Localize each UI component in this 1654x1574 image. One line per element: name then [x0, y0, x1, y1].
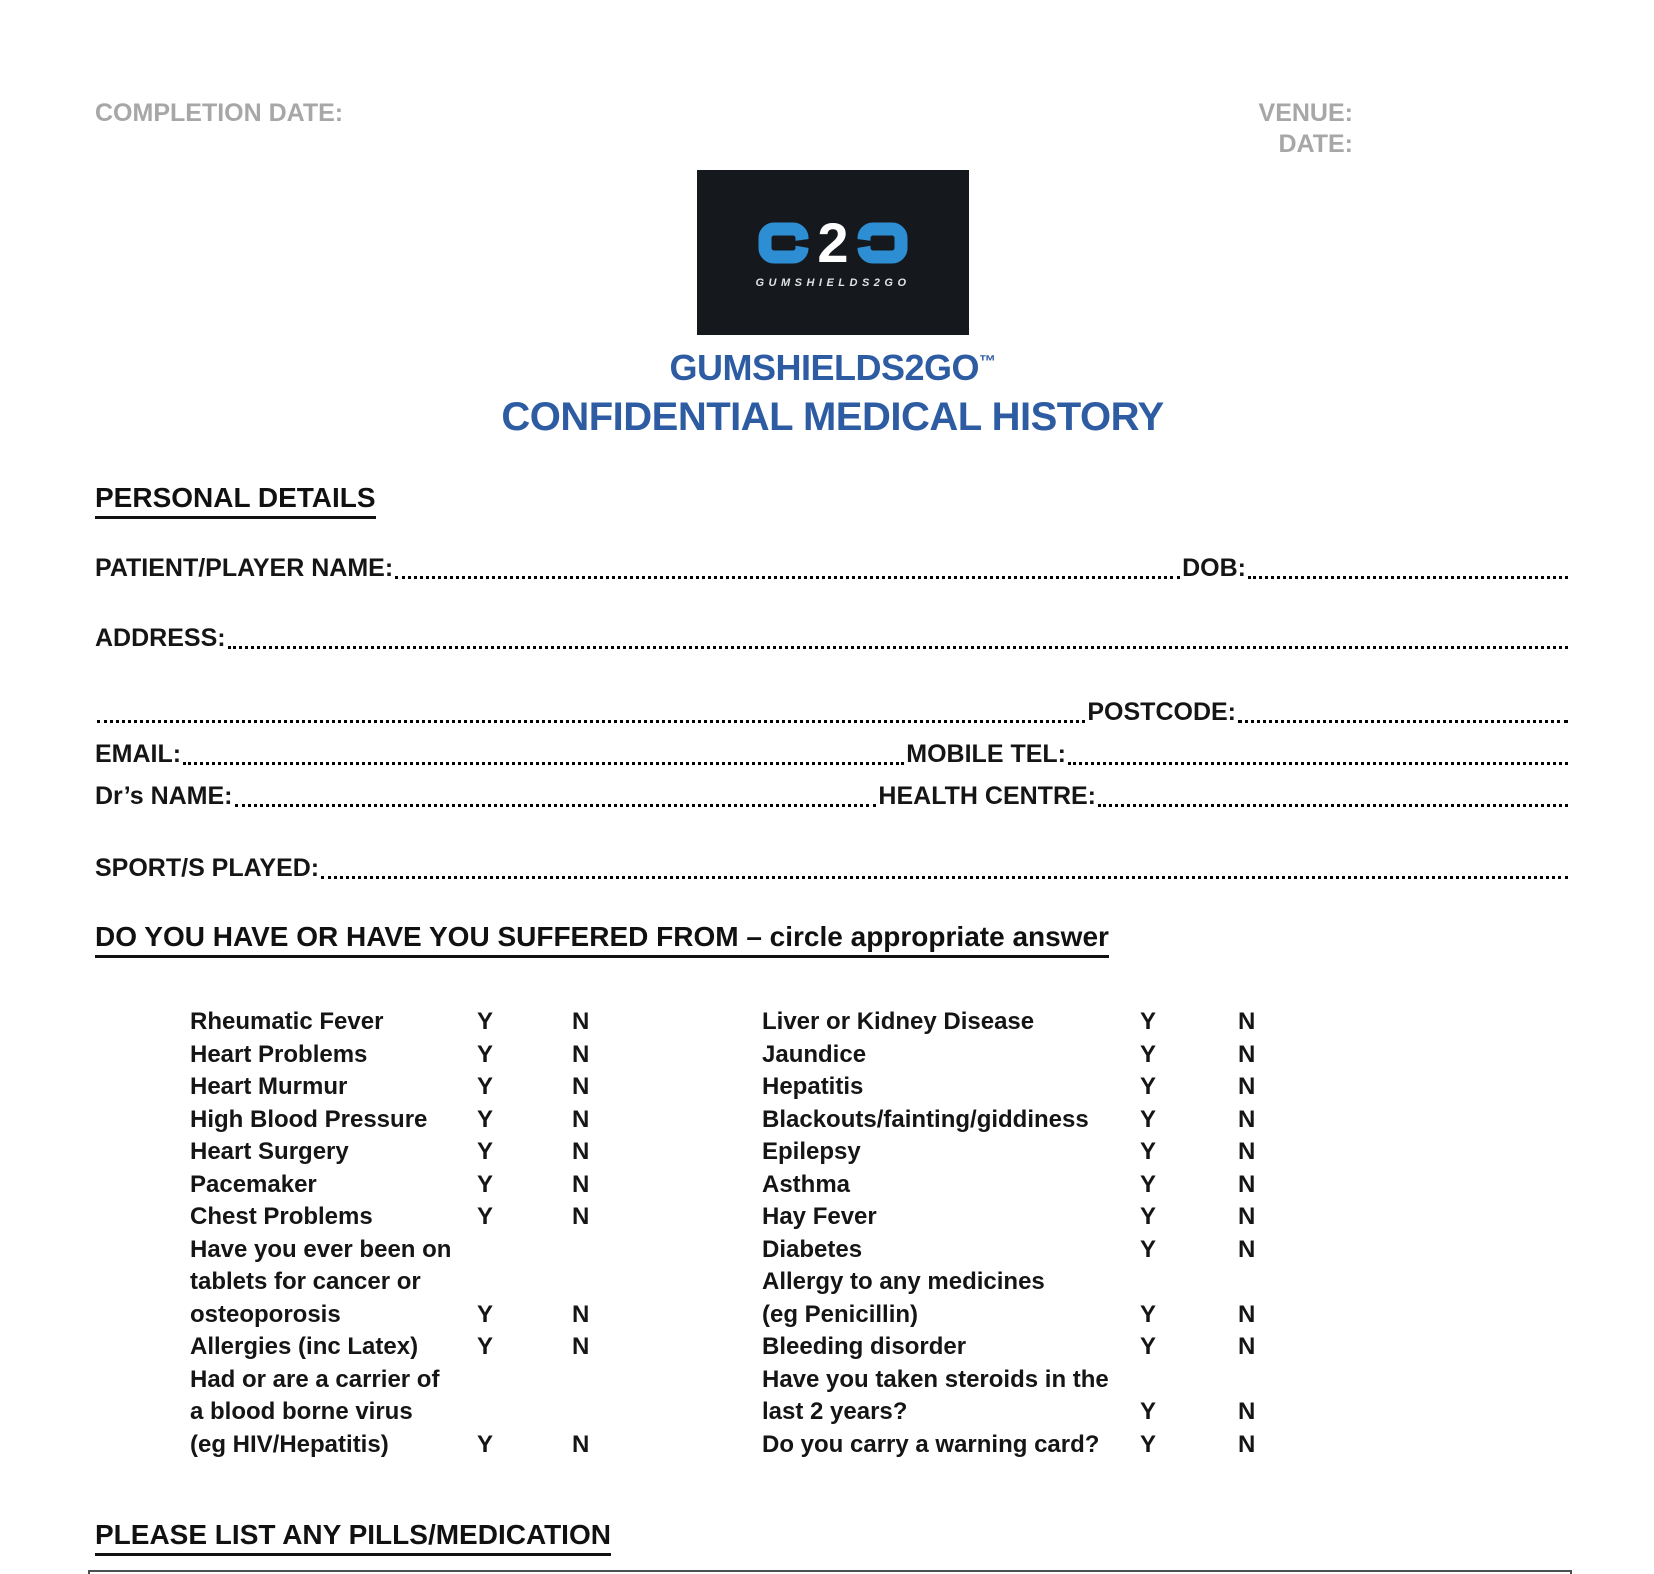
answer-no[interactable]: N: [1238, 1073, 1256, 1100]
suffered-from-heading: DO YOU HAVE OR HAVE YOU SUFFERED FROM – circle appropriate answer: [95, 921, 1570, 958]
answer-yes: [477, 1364, 572, 1397]
condition-label: Pacemaker: [190, 1170, 317, 1198]
health-centre-label: HEALTH CENTRE:: [878, 782, 1096, 810]
address-line2-input[interactable]: [97, 708, 1085, 723]
medication-input[interactable]: [88, 1570, 1572, 1574]
address-label: ADDRESS:: [95, 624, 226, 652]
logo-container: [95, 170, 1570, 335]
answer-yes[interactable]: Y: [477, 1138, 494, 1165]
answer-no: [572, 1234, 662, 1267]
patient-name-input[interactable]: [395, 564, 1180, 579]
condition-label: Jaundice: [762, 1040, 867, 1068]
condition-label: Allergy to any medicines: [762, 1268, 1045, 1295]
answer-yes[interactable]: Y: [1140, 1105, 1157, 1133]
address-row: [95, 623, 1570, 653]
answer-no: [572, 1266, 662, 1299]
condition-label: Diabetes: [762, 1235, 863, 1263]
health-centre-input[interactable]: [1098, 792, 1568, 807]
condition-label: Liver or Kidney Disease: [762, 1008, 1035, 1035]
answer-no[interactable]: N: [1238, 1170, 1256, 1198]
answer-yes[interactable]: Y: [477, 1008, 494, 1035]
brand-title-text: GUMSHIELDS2GO: [669, 347, 980, 388]
condition-label: Allergies (inc Latex): [190, 1333, 419, 1360]
email-row: [95, 739, 1570, 769]
condition-label: osteoporosis: [190, 1300, 341, 1328]
answer-yes: [1140, 1364, 1238, 1397]
address-postcode-row: [95, 697, 1570, 727]
answer-no[interactable]: N: [1238, 1138, 1256, 1165]
answer-no[interactable]: N: [572, 1203, 590, 1230]
mobile-tel-input[interactable]: [1068, 750, 1568, 765]
answer-yes[interactable]: Y: [1140, 1203, 1157, 1230]
g2g-logo: [697, 170, 969, 335]
conditions-checklist: [190, 1006, 1570, 1461]
answer-no[interactable]: N: [1238, 1300, 1256, 1328]
page-title: CONFIDENTIAL MEDICAL HISTORY: [501, 395, 1164, 439]
dob-label: DOB:: [1182, 554, 1246, 582]
venue-label: VENUE:: [1258, 99, 1353, 127]
condition-label: Had or are a carrier of: [190, 1365, 440, 1393]
answer-no[interactable]: N: [1238, 1040, 1256, 1068]
condition-label: Heart Surgery: [190, 1138, 349, 1165]
condition-label: Heart Problems: [190, 1040, 368, 1068]
answer-yes[interactable]: Y: [1140, 1040, 1157, 1068]
answer-no[interactable]: N: [1238, 1105, 1256, 1133]
answer-yes[interactable]: Y: [477, 1333, 494, 1360]
condition-label: Do you carry a warning card?: [762, 1430, 1100, 1458]
answer-no[interactable]: N: [572, 1040, 590, 1068]
condition-label: Blackouts/fainting/giddiness: [762, 1105, 1089, 1133]
conditions-left: [190, 1006, 662, 1461]
condition-label: Rheumatic Fever: [190, 1008, 384, 1035]
answer-yes[interactable]: Y: [1140, 1398, 1157, 1425]
logo-digit-2: 2: [816, 211, 849, 274]
answer-no[interactable]: N: [572, 1008, 590, 1035]
personal-details-heading: PERSONAL DETAILS: [95, 482, 1570, 519]
answer-no[interactable]: N: [1238, 1203, 1256, 1230]
form-admin-row: [95, 98, 1570, 160]
condition-label: (eg Penicillin): [762, 1300, 919, 1328]
answer-no[interactable]: N: [572, 1430, 590, 1458]
answer-no: [572, 1396, 662, 1429]
answer-no[interactable]: N: [1238, 1235, 1256, 1263]
condition-label: tablets for cancer or: [190, 1268, 421, 1295]
answer-no[interactable]: N: [572, 1333, 590, 1360]
answer-yes[interactable]: Y: [477, 1105, 494, 1133]
answer-no[interactable]: N: [572, 1073, 590, 1100]
email-input[interactable]: [183, 750, 904, 765]
condition-label: Heart Murmur: [190, 1073, 348, 1100]
answer-yes[interactable]: Y: [1140, 1430, 1157, 1458]
answer-yes[interactable]: Y: [1140, 1138, 1157, 1165]
condition-label: Have you ever been on: [190, 1235, 452, 1263]
email-label: EMAIL:: [95, 740, 182, 768]
answer-yes[interactable]: Y: [477, 1170, 494, 1198]
answer-no: [1238, 1266, 1328, 1299]
condition-label: High Blood Pressure: [190, 1105, 428, 1133]
condition-label: Hepatitis: [762, 1073, 864, 1100]
patient-name-label: PATIENT/PLAYER NAME:: [95, 554, 394, 582]
dob-input[interactable]: [1248, 564, 1568, 579]
condition-label: Asthma: [762, 1170, 851, 1198]
answer-no[interactable]: N: [1238, 1430, 1256, 1458]
condition-label: Epilepsy: [762, 1138, 861, 1165]
answer-yes[interactable]: Y: [477, 1073, 494, 1100]
sports-played-input[interactable]: [321, 864, 1568, 879]
answer-no[interactable]: N: [1238, 1398, 1256, 1425]
answer-yes[interactable]: Y: [477, 1203, 494, 1230]
answer-yes[interactable]: Y: [477, 1300, 494, 1328]
answer-no: [572, 1364, 662, 1397]
address-input[interactable]: [228, 634, 1568, 649]
postcode-label: POSTCODE:: [1087, 698, 1236, 726]
answer-yes: [477, 1266, 572, 1299]
venue-date-block: [1259, 98, 1353, 160]
answer-yes[interactable]: Y: [477, 1040, 494, 1068]
mobile-tel-label: MOBILE TEL:: [906, 740, 1066, 768]
brand-title: [95, 347, 1570, 389]
sports-played-label: SPORT/S PLAYED:: [95, 854, 320, 882]
answer-no[interactable]: N: [572, 1138, 590, 1165]
answer-yes[interactable]: Y: [477, 1430, 494, 1458]
sports-row: [95, 853, 1570, 883]
patient-name-row: [95, 553, 1570, 583]
condition-label: (eg HIV/Hepatitis): [190, 1430, 389, 1458]
answer-yes[interactable]: Y: [1140, 1300, 1157, 1328]
answer-yes: [477, 1396, 572, 1429]
date-label: DATE:: [1278, 130, 1353, 158]
dr-name-label: Dr’s NAME:: [95, 782, 233, 810]
condition-label: last 2 years?: [762, 1398, 908, 1425]
answer-no[interactable]: N: [572, 1105, 590, 1133]
answer-no[interactable]: N: [572, 1300, 590, 1328]
postcode-input[interactable]: [1238, 708, 1568, 723]
answer-no[interactable]: N: [1238, 1008, 1256, 1035]
answer-no: [1238, 1364, 1328, 1397]
answer-no[interactable]: N: [572, 1170, 590, 1198]
trademark-symbol: ™: [979, 352, 996, 371]
condition-label: a blood borne virus: [190, 1398, 413, 1425]
condition-label: Bleeding disorder: [762, 1333, 967, 1360]
completion-date-label: COMPLETION DATE:: [95, 99, 344, 127]
doctor-row: [95, 781, 1570, 811]
condition-label: Have you taken steroids in the: [762, 1365, 1109, 1393]
answer-yes[interactable]: Y: [1140, 1235, 1157, 1263]
dr-name-input[interactable]: [235, 792, 877, 807]
answer-yes[interactable]: Y: [1140, 1170, 1157, 1198]
condition-label: Chest Problems: [190, 1203, 373, 1230]
medication-heading: PLEASE LIST ANY PILLS/MEDICATION: [95, 1519, 1570, 1556]
condition-label: Hay Fever: [762, 1203, 877, 1230]
conditions-right: [762, 1006, 1328, 1461]
logo-wordmark: GUMSHIELDS2GO: [754, 277, 911, 289]
answer-yes[interactable]: Y: [1140, 1008, 1157, 1035]
answer-yes[interactable]: Y: [1140, 1073, 1157, 1100]
answer-yes: [477, 1234, 572, 1267]
answer-yes: [1140, 1266, 1238, 1299]
answer-no[interactable]: N: [1238, 1333, 1256, 1360]
answer-yes[interactable]: Y: [1140, 1333, 1157, 1360]
